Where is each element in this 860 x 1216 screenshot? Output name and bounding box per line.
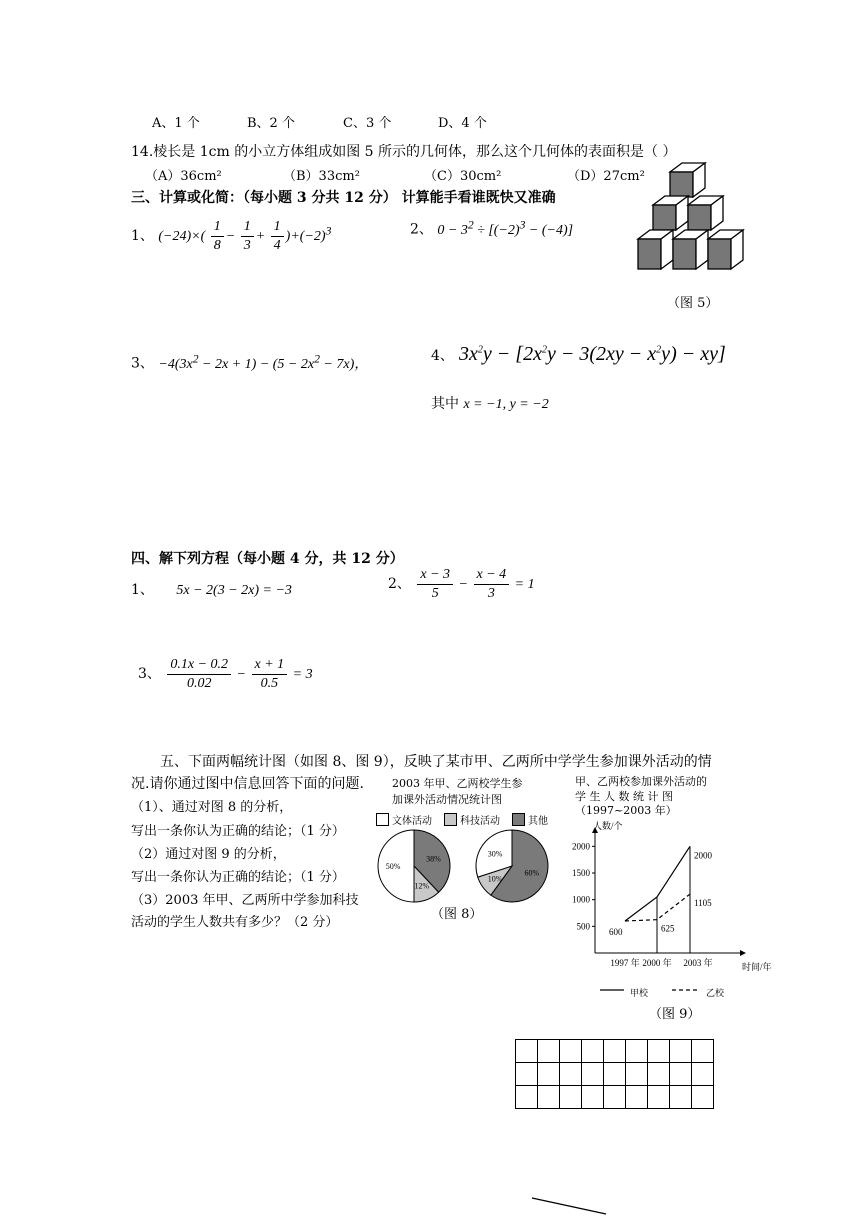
s3-condition-values: x = −1, y = −2 (463, 397, 549, 412)
s3-problem-2-label: 2、 (410, 221, 433, 238)
x-axis-label: 时间/年 (742, 962, 772, 972)
y-tick-label: 2000 (572, 841, 590, 852)
q14-option-a: （A）36cm² (145, 169, 222, 184)
fig8-legend (376, 812, 548, 827)
fig9-title-3: （1997~2003 年） (575, 804, 677, 817)
s3-problem-1 (131, 218, 331, 255)
x-tick-label: 2003 年 (683, 958, 713, 968)
s4-problem-1-expr: 5x − 2(3 − 2x) = −3 (176, 583, 292, 598)
pie-1-label-1: 12% (414, 881, 430, 891)
s5-q-line-6: 活动的学生人数共有多少？（2 分） (131, 915, 339, 930)
s3-problem-4 (431, 343, 726, 366)
data-label: 1105 (694, 898, 712, 909)
q13-option-a: A、1 个 (152, 116, 200, 131)
q14-stem: 14.棱长是 1cm 的小立方体组成如图 5 所示的几何体，那么这个几何体的表面积是（ ） (131, 144, 677, 160)
pie-1-label-0: 50% (385, 862, 401, 871)
section-5-intro-1: 五、下面两幅统计图（如图 8、图 9），反映了某市甲、乙两所中学学生参加课外活动的情 (160, 754, 712, 770)
data-label: 2000 (694, 850, 712, 861)
y-tick-label: 1000 (572, 894, 590, 905)
legend-swatch-keji (444, 813, 457, 826)
q13-option-c: C、3 个 (343, 116, 392, 131)
s5-q-line-3: （2）通过对图 9 的分析， (131, 847, 286, 862)
q14-option-b: （B）33cm² (283, 169, 360, 184)
data-label: 600 (609, 927, 623, 937)
q14-option-c: （C）30cm² (424, 169, 502, 184)
s5-q-line-4: 写出一条你认为正确的结论；（1 分） (131, 870, 345, 885)
s3-problem-2-expr: $0 - 3^2 \div [(-2)^3 - (-4)]$ (437, 218, 574, 238)
figure-5-caption: （图 5） (667, 296, 719, 311)
legend-swatch-wenti (376, 813, 389, 826)
fig8-pie-charts (370, 826, 560, 906)
x-tick-label: 1997 年 (610, 958, 640, 968)
legend-swatch-qita (512, 813, 525, 826)
pie-2-label-2: 60% (524, 868, 540, 878)
fig8-title-2: 加课外活动情况统计图 (392, 793, 502, 806)
s4-problem-3-label: 3、 (138, 665, 161, 682)
s4-problem-3 (138, 656, 313, 693)
s3-problem-1-expr: (−24)×( $\frac{1}{8}$ − $\frac{1}{3}$ + $\frac{1}{4}$ )$+(-2)^3$ (158, 219, 332, 254)
fig9-title-1: 甲、乙两校参加课外活动的 (575, 775, 707, 788)
answer-grid (515, 1039, 714, 1109)
s5-q-line-1: （1）、通过对图 8 的分析， (131, 800, 293, 815)
cube-figure-5 (635, 160, 750, 285)
q14-option-d: （D）27cm² (567, 169, 645, 184)
legend-label-keji: 科技活动 (460, 816, 500, 827)
s3-problem-3-expr: $-4(3x^2 - 2x + 1) - (5 - 2x^2 - 7x)$， (158, 352, 369, 372)
s4-problem-2-label: 2、 (388, 575, 411, 592)
pie-2-label-1: 10% (487, 874, 503, 884)
x-tick-label: 2000 年 (642, 958, 672, 968)
bottom-line (530, 1196, 610, 1216)
legend-label-jia: 甲校 (630, 988, 649, 998)
s5-q-line-2: 写出一条你认为正确的结论；（1 分） (131, 824, 345, 839)
fig9-caption: （图 9） (649, 1007, 701, 1022)
section-3-heading: 三、计算或化简：（每小题 3 分共 12 分） 计算能手看谁既快又准确 (131, 190, 556, 206)
x-axis-arrow (740, 950, 746, 956)
y-axis-label: 人数/个 (593, 821, 623, 831)
fig8-title-1: 2003 年甲、乙两校学生参 (392, 777, 523, 790)
fig9-title-2: 学 生 人 数 统 计 图 (575, 790, 673, 803)
q13-option-b: B、2 个 (247, 116, 295, 131)
legend-label-yi: 乙校 (706, 988, 725, 998)
y-tick-label: 1500 (572, 868, 590, 878)
s3-problem-2 (410, 218, 573, 239)
s3-problem-1-label: 1、 (131, 227, 154, 244)
s4-problem-3-expr: $\frac{0.1x - 0.2}{0.02}$ − $\frac{x + 1}{0.5}$ = 3 (165, 667, 312, 682)
data-label: 625 (661, 923, 675, 934)
legend-label-wenti: 文体活动 (392, 816, 432, 827)
s3-problem-3-label: 3、 (131, 355, 154, 372)
fig9-line-chart (560, 815, 785, 1025)
s4-problem-1-label: 1、 (131, 582, 154, 598)
s3-problem-3 (131, 352, 368, 373)
section-5-intro-2: 况.请你通过图中信息回答下面的问题. (131, 776, 364, 792)
fig8-caption: （图 8） (431, 907, 483, 922)
pie-2-label-0: 30% (487, 849, 503, 859)
legend-label-qita: 其他 (528, 816, 548, 827)
y-tick-label: 500 (576, 921, 590, 932)
s4-problem-2-expr: $\frac{x - 3}{5}$ − $\frac{x - 4}{3}$ = 1 (415, 577, 534, 592)
pie-1-label-2: 38% (426, 854, 441, 864)
s3-problem-4-condition (431, 393, 549, 413)
s3-problem-4-expr: $3x^2y - [2x^2y - 3(2xy - x^2y) - xy]$ (459, 343, 726, 365)
s4-problem-1 (131, 579, 292, 599)
s5-q-line-5: （3）2003 年甲、乙两所中学参加科技 (131, 893, 359, 908)
s3-problem-4-label: 4、 (431, 348, 454, 364)
section-4-heading: 四、解下列方程（每小题 4 分，共 12 分） (131, 551, 404, 567)
q13-option-d: D、4 个 (438, 116, 487, 131)
s3-condition-prefix: 其中 (431, 396, 459, 412)
s4-problem-2 (388, 566, 535, 603)
